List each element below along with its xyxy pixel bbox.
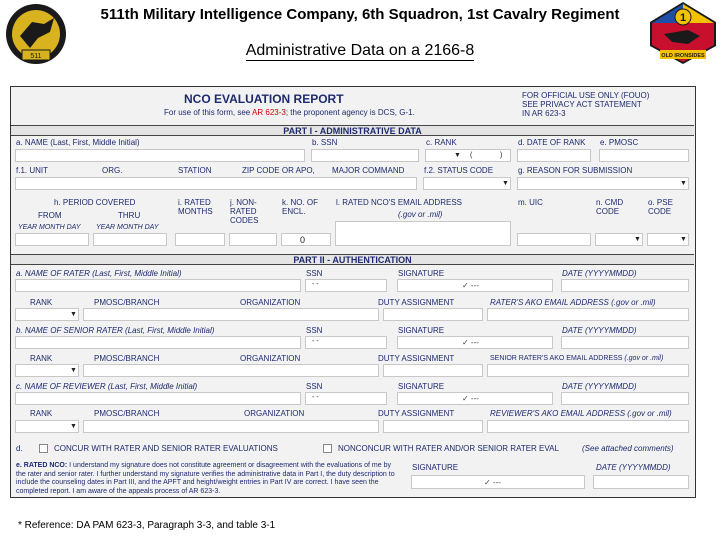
- label-unit: f.1. UNIT: [16, 166, 49, 175]
- reviewer-ssn-mask: - -: [312, 394, 319, 401]
- patch-banner: OLD IRONSIDES: [661, 53, 705, 59]
- nonconcur-checkbox[interactable]: [323, 444, 332, 453]
- reviewer-ssn-input[interactable]: [305, 392, 387, 405]
- privacy-ar-ref: IN AR 623-3: [522, 109, 566, 118]
- label-uic: m. UIC: [518, 198, 543, 207]
- senior-ssn-mask: - -: [312, 338, 319, 345]
- label-period-covered: h. PERIOD COVERED: [54, 198, 136, 207]
- label-reviewer-signature: SIGNATURE: [398, 382, 445, 391]
- use-note-suffix: ; the proponent agency is DCS, G-1.: [285, 108, 415, 117]
- label-rater-date: DATE (YYYYMMDD): [562, 269, 637, 278]
- status-dropdown-icon[interactable]: ▼: [502, 180, 509, 187]
- label-rated-email: l. RATED NCO'S EMAIL ADDRESS: [336, 198, 462, 207]
- label-status-code: f.2. STATUS CODE: [424, 166, 494, 175]
- label-reviewer-name: c. NAME OF REVIEWER (Last, First, Middle Initial): [16, 382, 198, 391]
- senior-duty-input[interactable]: [383, 364, 483, 377]
- label-thru: THRU: [118, 211, 141, 220]
- reference-footnote: * Reference: DA PAM 623-3, Paragraph 3-3, and table 3-1: [18, 520, 276, 531]
- label-ssn: b. SSN: [312, 138, 338, 147]
- label-rater-signature: SIGNATURE: [398, 269, 445, 278]
- label-rank: c. RANK: [426, 138, 457, 147]
- label-rater-name: a. NAME OF RATER (Last, First, Middle Initial): [16, 269, 182, 278]
- rated-date-input[interactable]: [593, 475, 689, 489]
- period-thru-input[interactable]: [93, 233, 167, 246]
- rated-email-format: (.gov or .mil): [398, 210, 443, 219]
- part1-header: PART I - ADMINISTRATIVE DATA: [11, 125, 694, 136]
- label-name: a. NAME (Last, First, Middle Initial): [16, 138, 140, 147]
- label-senior-duty: DUTY ASSIGNMENT: [378, 354, 455, 363]
- label-rated-nco: e. RATED NCO:: [16, 462, 68, 469]
- reviewer-signature-icon[interactable]: ✓ ---: [462, 394, 479, 403]
- form-use-note: [161, 107, 418, 118]
- label-d: d.: [16, 444, 23, 453]
- rater-duty-input[interactable]: [383, 308, 483, 321]
- label-from: FROM: [38, 211, 62, 220]
- rater-date-input[interactable]: [561, 279, 689, 292]
- senior-signature-field[interactable]: [397, 336, 553, 349]
- reviewer-org-input[interactable]: [83, 420, 379, 433]
- label-rated-date: DATE (YYYYMMDD): [596, 463, 671, 472]
- rank-paren-close: ): [500, 152, 503, 159]
- date-of-rank-input[interactable]: [517, 149, 591, 162]
- slide-title: 511th Military Intelligence Company, 6th Squadron, 1st Cavalry Regiment: [100, 6, 620, 23]
- unit-crest-logo: [4, 2, 68, 66]
- reviewer-duty-input[interactable]: [383, 420, 483, 433]
- reason-select[interactable]: [517, 177, 689, 190]
- label-senior-ssn: SSN: [306, 326, 323, 335]
- label-senior-pmosc: PMOSC/BRANCH: [94, 354, 160, 363]
- rated-nco-statement: [13, 461, 405, 495]
- pmosc-input[interactable]: [599, 149, 689, 162]
- crest-number: 511: [30, 53, 42, 60]
- label-senior-signature: SIGNATURE: [398, 326, 445, 335]
- label-senior-org: ORGANIZATION: [240, 354, 301, 363]
- label-zip: ZIP CODE OR APO,: [242, 166, 315, 175]
- reviewer-rank-dropdown-icon[interactable]: ▼: [70, 423, 77, 430]
- label-station: STATION: [178, 166, 212, 175]
- rated-email-input[interactable]: [335, 221, 511, 246]
- label-reviewer-date: DATE (YYYYMMDD): [562, 382, 637, 391]
- rater-email-input[interactable]: [487, 308, 689, 321]
- senior-email-input[interactable]: [487, 364, 689, 377]
- label-cmd-code: n. CMD CODE: [596, 198, 624, 216]
- senior-signature-icon[interactable]: ✓ ---: [462, 338, 479, 347]
- label-date-of-rank: d. DATE OF RANK: [518, 138, 586, 147]
- rank-dropdown-icon[interactable]: ▼: [454, 152, 461, 159]
- use-note-prefix: For use of this form, see: [164, 108, 251, 117]
- part2-header: PART II - AUTHENTICATION: [11, 254, 694, 265]
- cmd-code-dropdown-icon[interactable]: ▼: [634, 236, 641, 243]
- privacy-notice: SEE PRIVACY ACT STATEMENT: [522, 100, 642, 109]
- label-reviewer-org: ORGANIZATION: [244, 409, 305, 418]
- rater-org-input[interactable]: [83, 308, 379, 321]
- senior-rank-select[interactable]: [15, 364, 79, 377]
- patch-numeral: 1: [679, 12, 687, 24]
- pse-code-select[interactable]: [647, 233, 689, 246]
- label-org: ORG.: [102, 166, 123, 175]
- reason-dropdown-icon[interactable]: ▼: [680, 180, 687, 187]
- senior-rank-dropdown-icon[interactable]: ▼: [70, 367, 77, 374]
- fouo-notice: FOR OFFICIAL USE ONLY (FOUO): [522, 91, 650, 100]
- label-senior-rater-name: b. NAME OF SENIOR RATER (Last, First, Middle Initial): [16, 326, 215, 335]
- label-reviewer-email: REVIEWER'S AKO EMAIL ADDRESS (.gov or .mil): [490, 409, 672, 418]
- rater-rank-dropdown-icon[interactable]: ▼: [70, 311, 77, 318]
- pse-code-dropdown-icon[interactable]: ▼: [680, 236, 687, 243]
- status-code-select[interactable]: [423, 177, 511, 190]
- slide-subtitle-text: Administrative Data on a 2166-8: [245, 42, 475, 59]
- label-see-attached: (See attached comments): [582, 444, 674, 453]
- label-rater-email: RATER'S AKO EMAIL ADDRESS (.gov or .mil): [490, 298, 656, 307]
- use-note-ref-link[interactable]: AR 623-3: [252, 108, 286, 117]
- label-rater-rank: RANK: [30, 298, 53, 307]
- senior-rater-name-input[interactable]: [15, 336, 301, 349]
- senior-ssn-input[interactable]: [305, 336, 387, 349]
- rater-rank-select[interactable]: [15, 308, 79, 321]
- slide-subtitle: [70, 42, 650, 60]
- concur-checkbox[interactable]: [39, 444, 48, 453]
- label-nonconcur: NONCONCUR WITH RATER AND/OR SENIOR RATER EVAL: [338, 444, 559, 453]
- from-date-format: YEAR MONTH DAY: [18, 224, 81, 231]
- non-rated-codes-input[interactable]: [229, 233, 277, 246]
- reviewer-name-input[interactable]: [15, 392, 301, 405]
- name-input[interactable]: [15, 149, 305, 162]
- armored-division-patch-logo: [648, 0, 718, 66]
- label-rater-pmosc: PMOSC/BRANCH: [94, 298, 160, 307]
- rank-paren-open: (: [470, 152, 473, 159]
- rater-signature-field[interactable]: [397, 279, 553, 292]
- nco-evaluation-form: [10, 86, 696, 498]
- label-encl: k. NO. OF ENCL.: [282, 198, 318, 216]
- cmd-code-select[interactable]: [595, 233, 643, 246]
- label-non-rated-codes: j. NON-RATED CODES: [230, 198, 259, 225]
- senior-date-input[interactable]: [561, 336, 689, 349]
- label-senior-rank: RANK: [30, 354, 53, 363]
- label-rated-months: i. RATED MONTHS: [178, 198, 213, 216]
- label-pse-code: o. PSE CODE: [648, 198, 673, 216]
- senior-email-label-text: SENIOR RATER'S AKO EMAIL ADDRESS: [490, 355, 623, 362]
- label-major-command: MAJOR COMMAND: [332, 166, 405, 175]
- label-rater-org: ORGANIZATION: [240, 298, 301, 307]
- label-reviewer-ssn: SSN: [306, 382, 323, 391]
- ssn-input[interactable]: [311, 149, 419, 162]
- encl-value: 0: [300, 235, 306, 245]
- rater-name-input[interactable]: [15, 279, 301, 292]
- rater-ssn-mask: - -: [312, 281, 319, 288]
- reviewer-signature-field[interactable]: [397, 392, 553, 405]
- label-rater-duty: DUTY ASSIGNMENT: [378, 298, 455, 307]
- label-reviewer-pmosc: PMOSC/BRANCH: [94, 409, 160, 418]
- label-senior-date: DATE (YYYYMMDD): [562, 326, 637, 335]
- reviewer-date-input[interactable]: [561, 392, 689, 405]
- rank-select[interactable]: [425, 149, 511, 162]
- rated-signature-icon[interactable]: ✓ ---: [484, 478, 501, 487]
- reviewer-email-input[interactable]: [487, 420, 689, 433]
- rated-nco-text: I understand my signature does not constitute agreement or disagreement with the evaluations of me by the rater and senior rater. I further understand my signature verifies the administrative data in Part I, the duty description to include the counseling dates in Part III, and the APFT and height/weight entries in Part IV are correct. I have seen the completed report. I am aware of the appeals process of AR 623-3.: [16, 462, 395, 495]
- reviewer-rank-select[interactable]: [15, 420, 79, 433]
- label-senior-email: [487, 354, 666, 363]
- rater-ssn-input[interactable]: [305, 279, 387, 292]
- label-reviewer-rank: RANK: [30, 409, 53, 418]
- label-reason: g. REASON FOR SUBMISSION: [518, 166, 633, 175]
- label-reviewer-duty: DUTY ASSIGNMENT: [378, 409, 455, 418]
- rated-months-input[interactable]: [175, 233, 225, 246]
- label-rated-signature: SIGNATURE: [412, 463, 459, 472]
- thru-date-format: YEAR MONTH DAY: [96, 224, 159, 231]
- senior-org-input[interactable]: [83, 364, 379, 377]
- label-rater-ssn: SSN: [306, 269, 323, 278]
- label-pmosc: e. PMOSC: [600, 138, 639, 147]
- rated-signature-field[interactable]: [411, 475, 585, 489]
- rater-signature-icon[interactable]: ✓ ---: [462, 281, 479, 290]
- encl-input[interactable]: [281, 233, 331, 246]
- period-from-input[interactable]: [15, 233, 89, 246]
- form-title: NCO EVALUATION REPORT: [184, 92, 344, 106]
- senior-email-format: (.gov or .mil): [624, 355, 664, 362]
- unit-input[interactable]: [15, 177, 417, 190]
- uic-input[interactable]: [517, 233, 591, 246]
- label-concur: CONCUR WITH RATER AND SENIOR RATER EVALUATIONS: [54, 444, 278, 453]
